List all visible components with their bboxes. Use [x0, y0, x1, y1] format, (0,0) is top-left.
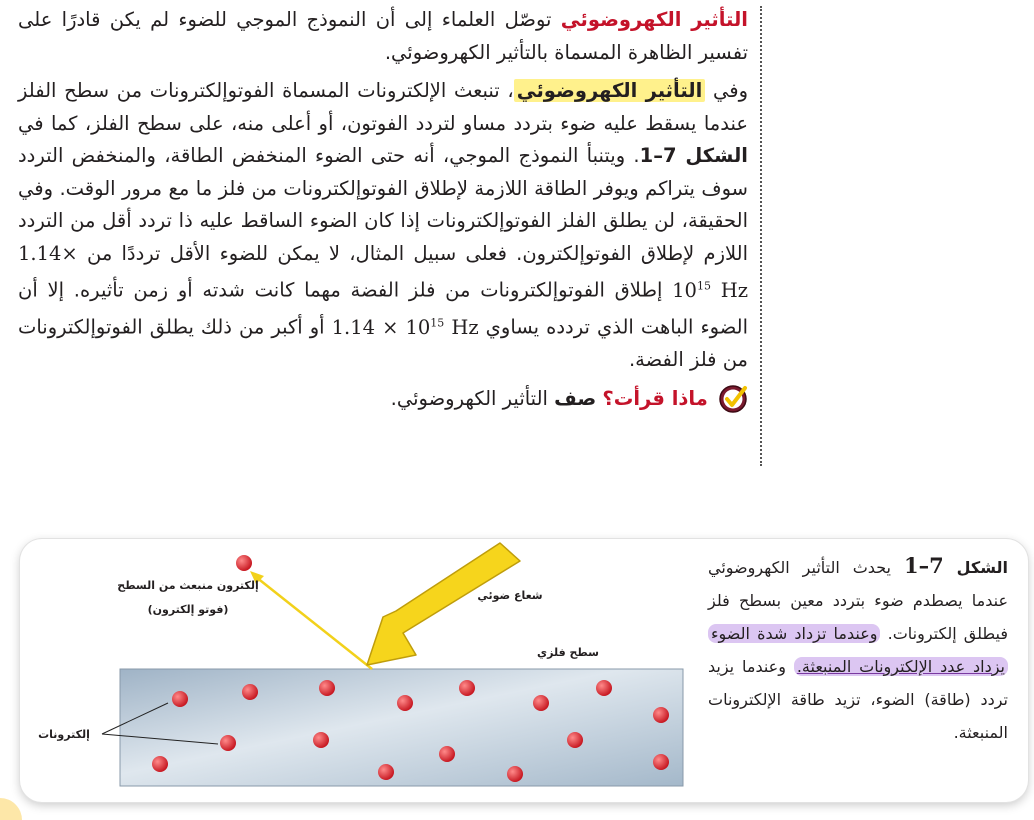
label-metal-surface: سطح فلزي — [537, 646, 599, 659]
main-text — [18, 4, 748, 415]
electron — [313, 732, 329, 748]
label-emitted-electron: إلكترون منبعث من السطح — [117, 579, 259, 592]
electron — [397, 695, 413, 711]
electron — [242, 684, 258, 700]
electron — [152, 756, 168, 772]
p2-part3: إطلاق الفوتوإلكترونات من فلز الفضة مهما كانت شدته أو زمن تأثيره. إلا أن الضوء الباهت الذي تردده يساوي — [18, 278, 749, 339]
p2-part4: أو أكبر من ذلك يطلق الفوتوإلكترونات من فلز الفضة. — [18, 315, 748, 371]
checkmark-badge-icon — [718, 384, 748, 414]
electron — [653, 754, 669, 770]
paragraph-1 — [18, 4, 748, 69]
caption-highlight-2: يزداد عدد الإلكترونات المنبعثة. — [794, 657, 1008, 676]
electron — [220, 735, 236, 751]
electron — [533, 695, 549, 711]
electron — [653, 707, 669, 723]
electron — [596, 680, 612, 696]
p2-intro: وفي — [713, 79, 748, 102]
light-ray-arrow — [367, 543, 520, 665]
label-electrons: إلكترونات — [38, 728, 90, 741]
electron — [172, 691, 188, 707]
electron — [507, 766, 523, 782]
figure-reference: الشكل 7–1 — [639, 144, 748, 167]
what-read-text: التأثير الكهروضوئي. — [390, 386, 548, 410]
electron — [567, 732, 583, 748]
electron — [459, 680, 475, 696]
electron — [378, 764, 394, 780]
page-corner-decoration — [0, 798, 22, 820]
p2-part1: ، تنبعث الإلكترونات المسماة الفوتوإلكترونات من سطح الفلز عندما يسقط عليه ضوء بتردد مساو لتردد الفوتون، أو أعلى منه، على سطح الفلز، كما في — [18, 79, 748, 135]
caption-number: 7–1 — [903, 553, 944, 578]
caption-title: يحدث التأثير الكهروضوئي — [708, 558, 891, 577]
label-photoelectron: (فوتو إلكترون) — [147, 603, 229, 616]
frequency-value: $1.14\times 10^{15}$ Hz — [18, 241, 748, 302]
what-did-you-read — [18, 383, 748, 416]
caption-part1: عندما يصطدم ضوء بتردد معين بسطح فلز فيطلق إلكترونات. — [708, 591, 1009, 643]
p2-part2: . ويتنبأ النموذج الموجي، أنه حتى الضوء المنخفض الطاقة، والمنخفض التردد سوف يتراكم ويوفر الطاقة اللازمة لإطلاق الفوتوإلكترونات من فلز ما مع مرور الوقت. وفي الحقيقة، لن يطلق الفلز الفوتوإلكترونات إذا كان الضوء الساقط عليه ذا تردد أقل من التردد اللازم لإطلاق الفوتوإلكترون. فعلى سبيل المثال، لا يمكن للضوء الأقل ترددًا من — [18, 144, 748, 265]
photoelectric-diagram — [20, 539, 700, 802]
term-highlight: التأثير الكهروضوئي — [514, 79, 706, 102]
term-photoelectric: التأثير الكهروضوئي — [560, 8, 748, 31]
emitted-electron — [236, 555, 252, 571]
label-light-ray: شعاع ضوئي — [477, 589, 543, 602]
caption-label: الشكل — [956, 558, 1008, 577]
column-divider — [760, 6, 762, 466]
figure-caption — [708, 549, 1008, 749]
caption-part2: وعندما يزيد تردد (طاقة) الضوء، تزيد طاقة الإلكترونات المنبعثة. — [708, 657, 1008, 742]
what-read-command: صف — [554, 386, 597, 410]
frequency-value-2: $1.14 \times 10^{15}$ Hz — [331, 315, 479, 339]
figure-7-1 — [20, 539, 1028, 802]
paragraph-1-text: توصّل العلماء إلى أن النموذج الموجي للضوء لم يكن قادرًا على تفسير الظاهرة المسماة بالتأثير الكهروضوئي. — [18, 8, 748, 64]
paragraph-2 — [18, 75, 748, 377]
electron — [319, 680, 335, 696]
what-read-label: ماذا قرأت؟ — [602, 386, 708, 410]
caption-highlight-1: وعندما تزداد شدة الضوء — [708, 624, 880, 643]
emitted-electron-path — [256, 577, 372, 669]
electron — [439, 746, 455, 762]
